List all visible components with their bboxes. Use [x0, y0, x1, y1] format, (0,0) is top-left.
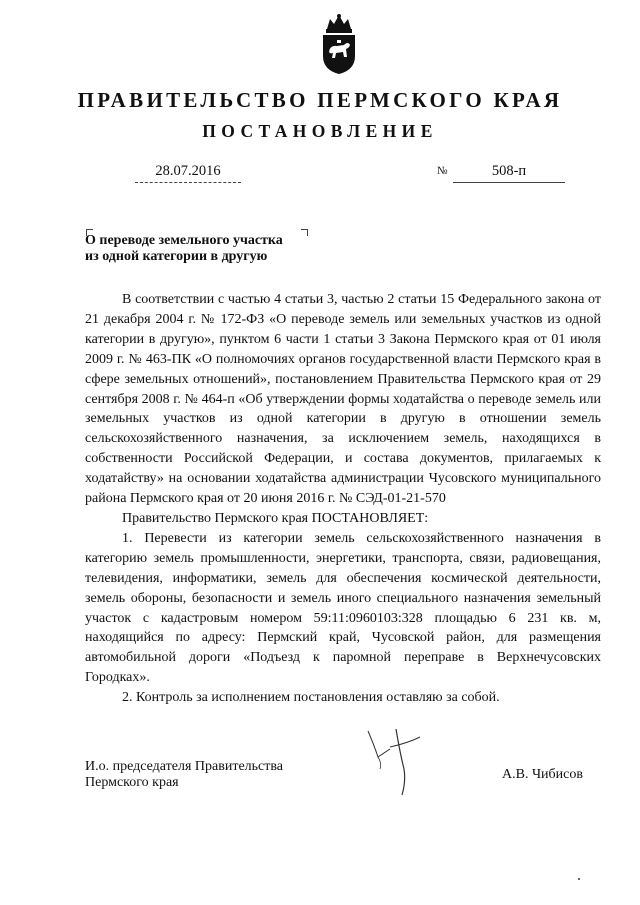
handwritten-signature — [360, 723, 440, 798]
signer-position — [85, 759, 335, 791]
perm-krai-coat-of-arms-icon — [318, 12, 360, 76]
number-sign: № — [437, 165, 448, 177]
document-body — [85, 290, 601, 708]
signer-position-line: И.о. председателя Правительства — [85, 759, 284, 774]
clause-2-paragraph: 2. Контроль за исполнением постановления оставляю за собой. — [122, 690, 500, 706]
document-number: 508-п — [453, 160, 565, 183]
document-type: ПОСТАНОВЛЕНИЕ — [202, 121, 438, 141]
document-number-block — [437, 160, 565, 182]
clause-1-paragraph: 1. Перевести из категории земель сельскохозяйственного назначения в категорию земель промышленности, энергетики, транспорта, связи, радиовещания, телевидения, информатики, земель для обеспечения космической деятельности, земель обороны, безопасности и земель иного специального назначения земельный участок с кадастровым номером 59:11:0960103:328 площадью 6 231 кв. м, находящийся по адресу: Пермский край, Чусовской район, для размещения автомобильной дороги «Подъезд к паромной переправе в Верхнечусовских Городках». — [85, 530, 601, 686]
signer-position-line: Пермского края — [85, 775, 179, 790]
document-date: 28.07.2016 — [135, 160, 241, 183]
subject-line: О переводе земельного участка — [85, 233, 283, 248]
scan-speck — [578, 878, 580, 880]
signer-name: А.В. Чибисов — [502, 767, 583, 782]
resolution-paragraph: Правительство Пермского края ПОСТАНОВЛЯЕТ: — [122, 510, 429, 526]
preamble-paragraph: В соответствии с частью 4 статьи 3, частью 2 статьи 15 Федерального закона от 21 декабря 2004 г. № 172-ФЗ «О переводе земель или земельных участков из одной категории в другую», пунктом 6 части 1 статьи 3 Закона Пермского края от 01 июля 2009 г. № 463-ПК «О полномочиях органов государственной власти Пермского края в сфере земельных отношений», постановлением Правительства Пермского края от 29 сентября 2008 г. № 464-п «Об утверждении формы ходатайства о переводе земель или земельных участков из одной категории в другую в отношении земель сельскохозяйственного назначения, за исключением земель, находящихся в собственности Российской Федерации, и состава документов, прилагаемых к ходатайству» на основании ходатайства администрации Чусовского муниципального района Пермского края от 20 июня 2016 г. № СЭД-01-21-570 — [85, 292, 601, 507]
government-title: ПРАВИТЕЛЬСТВО ПЕРМСКОГО КРАЯ — [77, 88, 563, 112]
subject-line: из одной категории в другую — [85, 249, 268, 264]
document-subject — [85, 233, 325, 265]
